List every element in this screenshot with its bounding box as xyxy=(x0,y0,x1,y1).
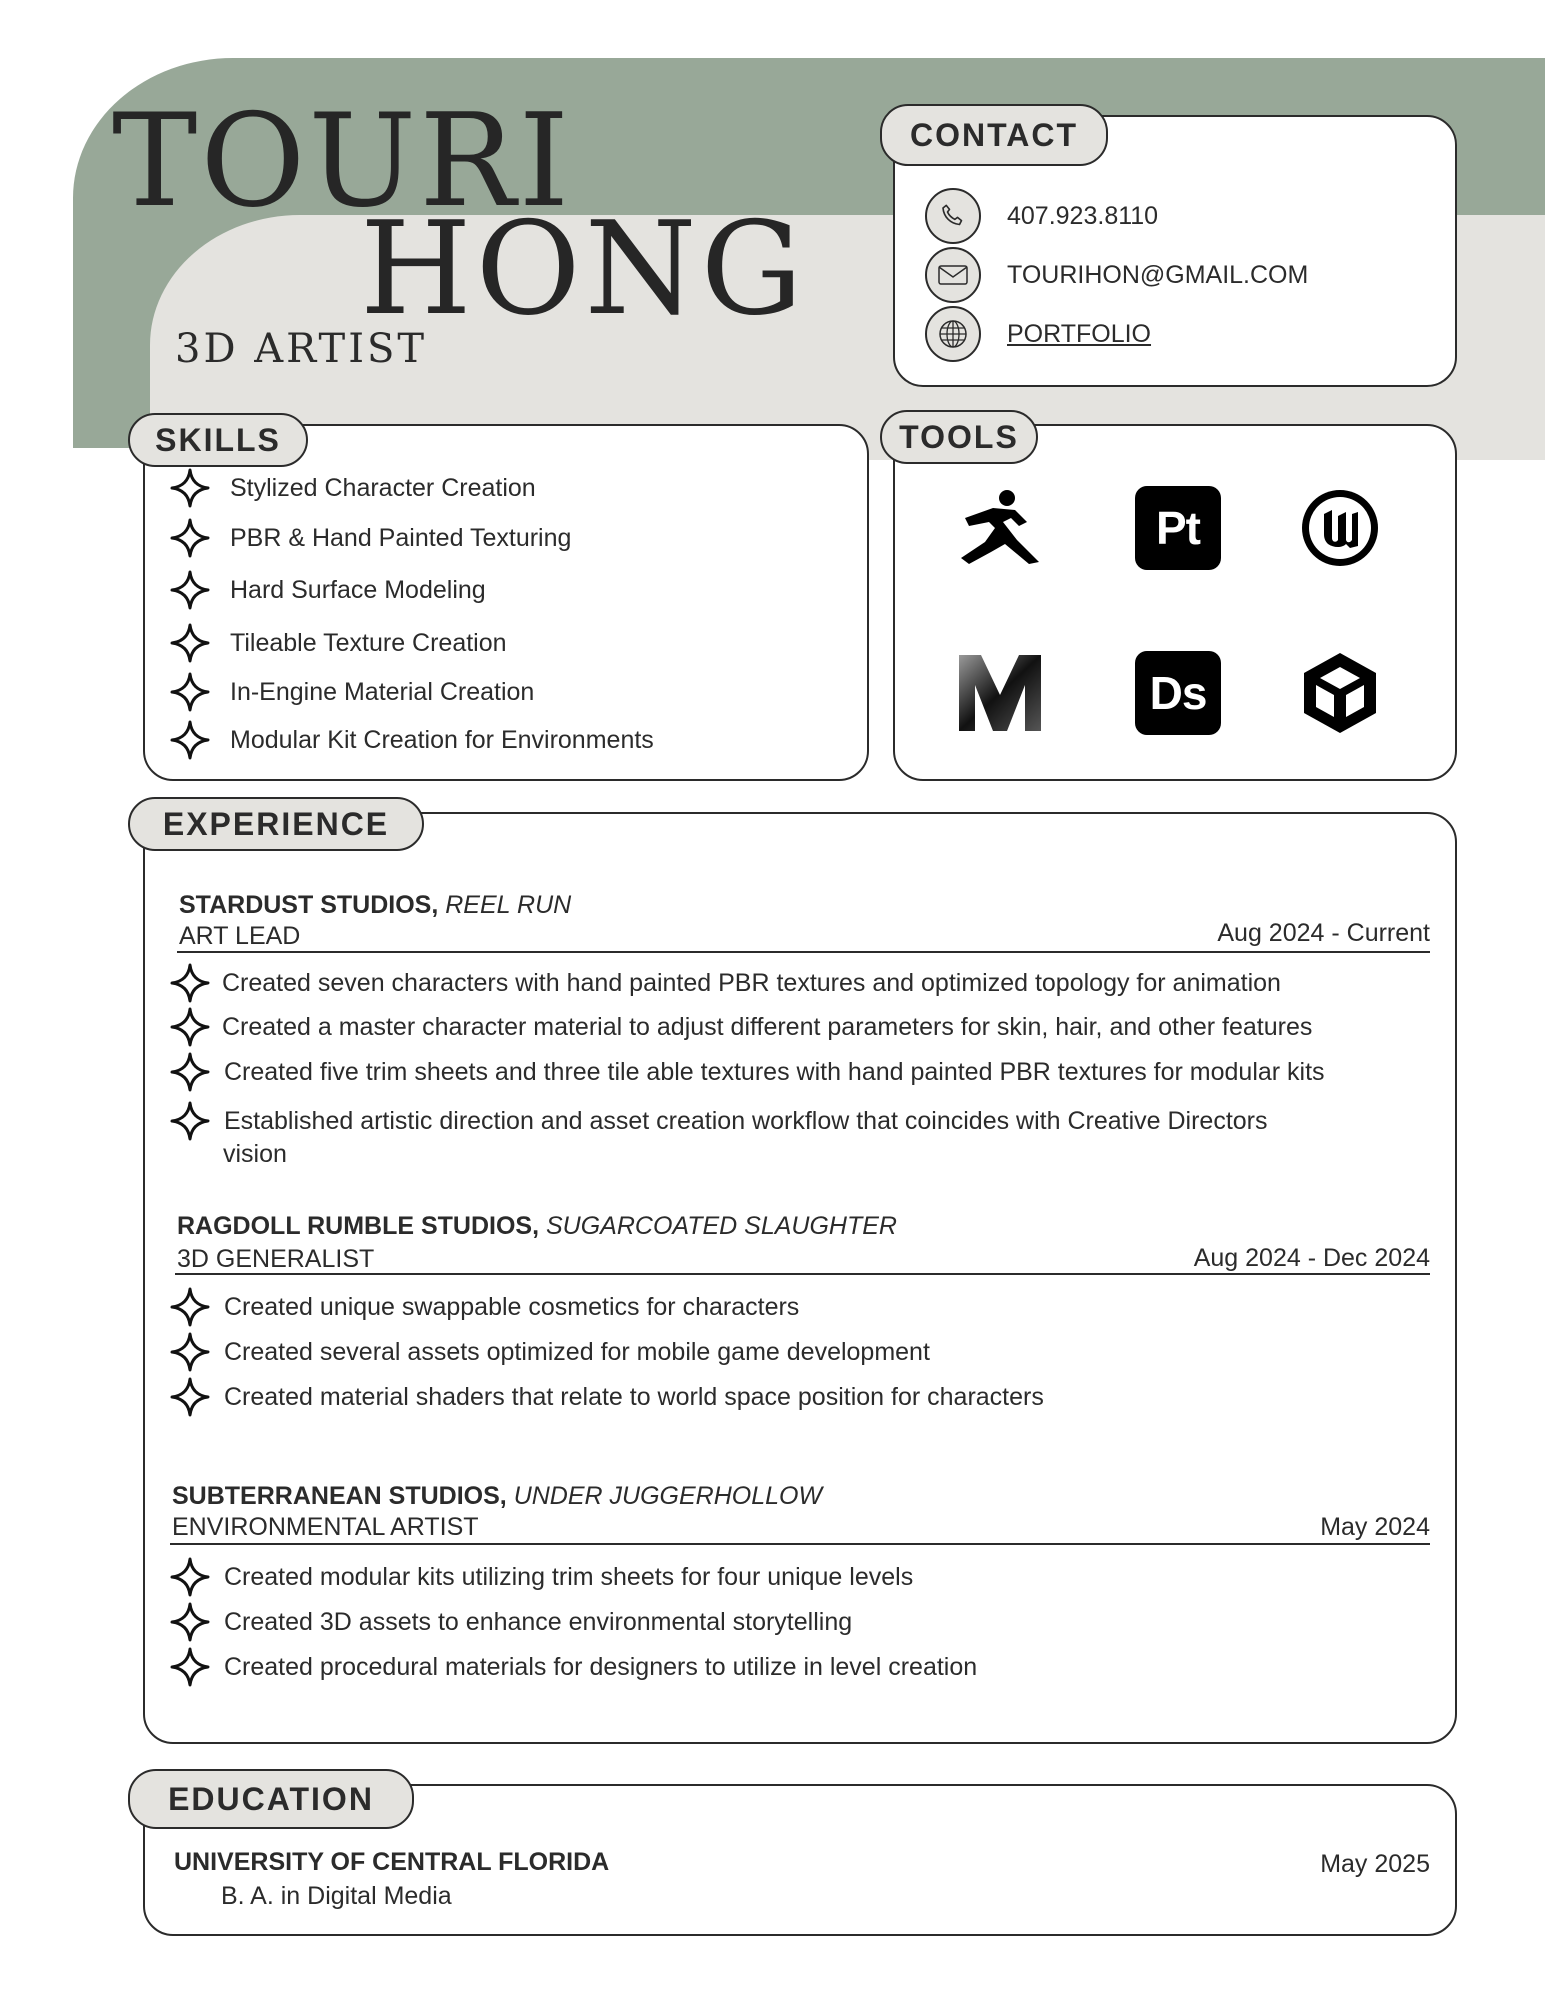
phone-icon xyxy=(925,188,981,244)
skill-label: Modular Kit Creation for Environments xyxy=(230,725,654,754)
education-heading: EDUCATION xyxy=(128,1769,414,1829)
star-bullet-icon xyxy=(170,672,210,712)
job-bullet xyxy=(170,1052,1325,1092)
contact-portfolio-row xyxy=(925,306,1151,362)
contact-phone-row xyxy=(925,188,1158,244)
job-project: UNDER JUGGERHOLLOW xyxy=(513,1482,823,1510)
star-bullet-icon xyxy=(170,1287,210,1327)
job-studio: RAGDOLL RUMBLE STUDIOS, xyxy=(177,1212,540,1240)
first-name: TOURI xyxy=(112,87,573,236)
job-bullet xyxy=(170,1101,1268,1141)
substance-designer-icon: Ds xyxy=(1133,648,1223,738)
job-bullet-text: Created five trim sheets and three tile able textures with hand painted PBR textures for modular kits xyxy=(224,1057,1325,1086)
skill-item xyxy=(170,672,534,712)
skill-label: Hard Surface Modeling xyxy=(230,575,486,604)
job-bullet xyxy=(170,1287,799,1327)
job-bullet-text: Created a master character material to adjust different parameters for skin, hair, and other features xyxy=(222,1012,1313,1041)
star-bullet-icon xyxy=(170,1332,210,1372)
star-bullet-icon xyxy=(170,518,210,558)
education-school: UNIVERSITY OF CENTRAL FLORIDA xyxy=(174,1848,610,1876)
divider xyxy=(170,1543,1430,1545)
job-role: ART LEAD xyxy=(179,922,301,950)
job-heading xyxy=(179,891,571,920)
star-bullet-icon xyxy=(170,1377,210,1417)
portfolio-link[interactable]: PORTFOLIO xyxy=(1007,319,1152,348)
job-bullet xyxy=(170,1647,977,1687)
star-bullet-icon xyxy=(170,623,210,663)
education-degree: B. A. in Digital Media xyxy=(221,1882,452,1910)
skills-heading: SKILLS xyxy=(128,413,308,467)
job-role: ENVIRONMENTAL ARTIST xyxy=(172,1513,479,1541)
job-dates: Aug 2024 - Dec 2024 xyxy=(1193,1244,1430,1272)
skill-item xyxy=(170,570,486,610)
unity-icon xyxy=(1295,648,1385,738)
skill-item xyxy=(170,468,536,508)
job-role: 3D GENERALIST xyxy=(177,1245,375,1273)
job-dates: Aug 2024 - Current xyxy=(1217,919,1430,947)
last-name: HONG xyxy=(360,195,807,344)
job-bullet xyxy=(170,963,1281,1003)
skill-label: Tileable Texture Creation xyxy=(230,628,507,657)
skill-item xyxy=(170,720,654,760)
divider xyxy=(177,951,1430,953)
job-bullet xyxy=(170,1557,913,1597)
job-bullet-text: Created seven characters with hand painted PBR textures and optimized topology for animation xyxy=(222,968,1281,997)
contact-email[interactable]: TOURIHON@GMAIL.COM xyxy=(1007,260,1309,289)
experience-heading: EXPERIENCE xyxy=(128,797,424,851)
job-bullet-text: Created 3D assets to enhance environmental storytelling xyxy=(224,1607,853,1636)
star-bullet-icon xyxy=(170,1647,210,1687)
job-studio: SUBTERRANEAN STUDIOS, xyxy=(172,1482,507,1510)
star-bullet-icon xyxy=(170,1052,210,1092)
job-bullet-text: Created modular kits utilizing trim sheets for four unique levels xyxy=(224,1562,914,1591)
star-bullet-icon xyxy=(170,570,210,610)
skill-label: In-Engine Material Creation xyxy=(230,677,535,706)
star-bullet-icon xyxy=(170,1557,210,1597)
star-bullet-icon xyxy=(170,1602,210,1642)
tools-heading: TOOLS xyxy=(880,410,1038,464)
job-bullet xyxy=(170,1007,1312,1047)
skill-label: PBR & Hand Painted Texturing xyxy=(230,523,572,552)
star-bullet-icon xyxy=(170,1007,210,1047)
job-bullet xyxy=(170,1332,930,1372)
skill-item xyxy=(170,623,507,663)
job-title: 3D ARTIST xyxy=(175,326,428,372)
skill-item xyxy=(170,518,571,558)
divider xyxy=(175,1273,1430,1275)
star-bullet-icon xyxy=(170,720,210,760)
job-bullet-text: Created material shaders that relate to world space position for characters xyxy=(224,1382,1044,1411)
skill-label: Stylized Character Creation xyxy=(230,473,536,502)
job-bullet-continuation: vision xyxy=(223,1140,287,1168)
zbrush-icon xyxy=(955,483,1045,573)
job-heading xyxy=(172,1482,822,1511)
education-date: May 2025 xyxy=(1320,1850,1430,1878)
contact-email-row xyxy=(925,247,1308,303)
contact-heading: CONTACT xyxy=(880,104,1108,166)
star-bullet-icon xyxy=(170,1101,210,1141)
substance-painter-icon: Pt xyxy=(1133,483,1223,573)
job-bullet xyxy=(170,1377,1044,1417)
contact-phone[interactable]: 407.923.8110 xyxy=(1007,201,1159,230)
job-bullet-text: Created several assets optimized for mobile game development xyxy=(224,1337,930,1366)
job-bullet xyxy=(170,1602,852,1642)
job-bullet-text: Created unique swappable cosmetics for characters xyxy=(224,1292,800,1321)
star-bullet-icon xyxy=(170,468,210,508)
job-bullet-text: Created procedural materials for designers to utilize in level creation xyxy=(224,1652,978,1681)
job-project: SUGARCOATED SLAUGHTER xyxy=(546,1212,897,1240)
globe-icon xyxy=(925,306,981,362)
job-dates: May 2024 xyxy=(1320,1513,1430,1541)
maya-icon xyxy=(955,648,1045,738)
star-bullet-icon xyxy=(170,963,210,1003)
job-studio: STARDUST STUDIOS, xyxy=(179,891,439,919)
job-heading xyxy=(177,1212,897,1241)
job-bullet-text: Established artistic direction and asset creation workflow that coincides with Creative Directors xyxy=(224,1106,1268,1135)
mail-icon xyxy=(925,247,981,303)
unreal-engine-icon xyxy=(1295,483,1385,573)
job-project: REEL RUN xyxy=(445,891,572,919)
